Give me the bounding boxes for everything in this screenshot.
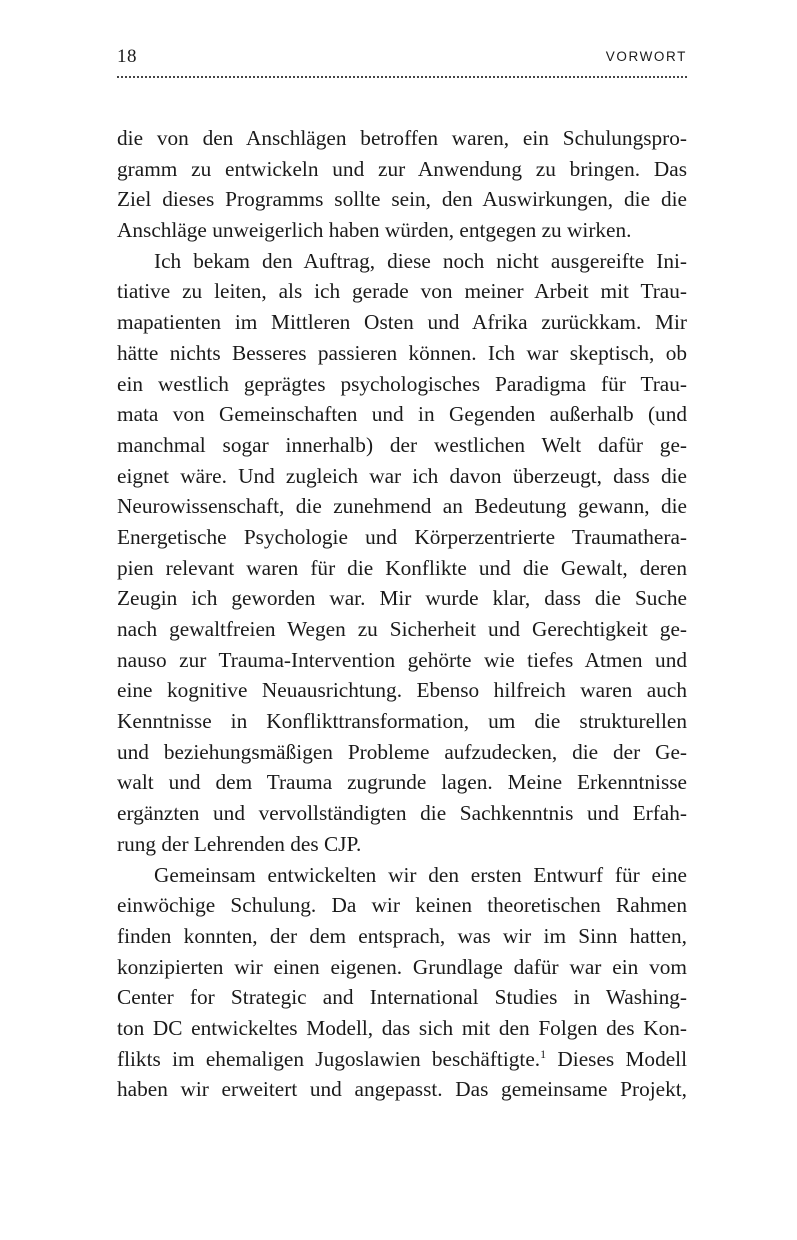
text-line-content: ein westlich geprägtes psychologisches Paradigma für Trau- [117,371,687,396]
text-line [117,123,687,154]
text-line [117,154,687,185]
text-line-content: walt und dem Trauma zugrunde lagen. Meine Erkenntnisse [117,770,687,795]
text-line [117,614,687,645]
text-line-content: Anschläge unweigerlich haben würden, entgegen zu wirken. [117,218,632,243]
text-line [117,430,687,461]
text-line [117,1013,687,1044]
text-line [117,461,687,492]
text-line-content: finden konnten, der dem entsprach, was wir im Sinn hatten, [117,923,687,948]
text-line-content: eine kognitive Neuausrichtung. Ebenso hilfreich waren auch [117,678,687,703]
footnote-marker: 1 [540,1046,547,1061]
text-line-content: Center for Strategic and International Studies in Washing- [117,985,687,1010]
text-line-content: rung der Lehrenden des CJP. [117,831,362,856]
page-number: 18 [117,46,137,67]
text-line [117,307,687,338]
text-line-content: eignet wäre. Und zugleich war ich davon überzeugt, dass die [117,463,687,488]
text-line [117,982,687,1013]
text-line-content: gramm zu entwickeln und zur Anwendung zu bringen. Das [117,156,687,181]
text-line-content: ergänzten und vervollständigten die Sachkenntnis und Erfah- [117,801,687,826]
text-line [117,338,687,369]
text-line-content: Zeugin ich geworden war. Mir wurde klar, dass die Suche [117,586,687,611]
text-line [117,583,687,614]
text-line-content: mapatienten im Mittleren Osten und Afrika zurückkam. Mir [117,310,687,335]
text-line [117,276,687,307]
text-line [117,952,687,983]
text-line [117,890,687,921]
text-line [117,645,687,676]
text-line-content: mata von Gemeinschaften und in Gegenden außerhalb (und [117,402,687,427]
text-line-content: Energetische Psychologie und Körperzentrierte Traumathera- [117,524,687,549]
text-line [117,706,687,737]
text-line-content: Kenntnisse in Konflikttransformation, um die strukturellen [117,709,687,734]
text-line [117,522,687,553]
text-line-content: Neurowissenschaft, die zunehmend an Bedeutung gewann, die [117,494,687,519]
text-line [117,491,687,522]
text-line-content: nach gewaltfreien Wegen zu Sicherheit und Gerechtigkeit ge- [117,617,687,641]
text-line-content: Ich bekam den Auftrag, diese noch nicht ausgereifte Ini- [154,248,687,273]
text-line-content: konzipierten wir einen eigenen. Grundlage dafür war ein vom [117,954,687,979]
text-line [117,553,687,584]
text-line-content: manchmal sogar innerhalb) der westlichen Welt dafür ge- [117,432,687,457]
text-line-content: Gemeinsam entwickelten wir den ersten Entwurf für eine [154,862,687,887]
text-line-content: einwöchige Schulung. Da wir keinen theoretischen Rahmen [117,893,687,918]
text-line-content: nauso zur Trauma-Intervention gehörte wie tiefes Atmen und [117,647,687,672]
text-line-content: hätte nichts Besseres passieren können. Ich war skeptisch, ob [117,340,687,365]
text-line [117,860,687,891]
dotted-header-rule [117,76,687,78]
text-line-content: pien relevant waren für die Konflikte und die Gewalt, deren [117,555,687,580]
text-line-content: tiative zu leiten, als ich gerade von meiner Arbeit mit Trau- [117,279,687,304]
text-line [117,399,687,430]
text-line [117,921,687,952]
text-line [117,1044,687,1075]
text-line-content: ton DC entwickeltes Modell, das sich mit den Folgen des Kon- [117,1015,687,1040]
body-text [117,123,687,1105]
text-line [117,737,687,768]
section-title: VORWORT [605,49,687,64]
text-line-content: haben wir erweitert und angepasst. Das gemeinsame Projekt, [117,1077,687,1102]
text-line [117,798,687,829]
text-line [117,829,687,860]
text-line-tail: Dieses Modell [546,1046,687,1071]
text-line-content: flikts im ehemaligen Jugoslawien beschäftigte. [117,1046,541,1071]
text-line [117,369,687,400]
text-line [117,246,687,277]
text-line [117,675,687,706]
running-head [117,46,687,70]
text-line [117,184,687,215]
text-line [117,1074,687,1105]
text-line-content: und beziehungsmäßigen Probleme aufzudecken, die der Ge- [117,739,687,764]
text-line-content: die von den Anschlägen betroffen waren, ein Schulungspro- [117,126,687,150]
text-line [117,767,687,798]
text-line-content: Ziel dieses Programms sollte sein, den Auswirkungen, die die [117,187,687,212]
text-line [117,215,687,246]
